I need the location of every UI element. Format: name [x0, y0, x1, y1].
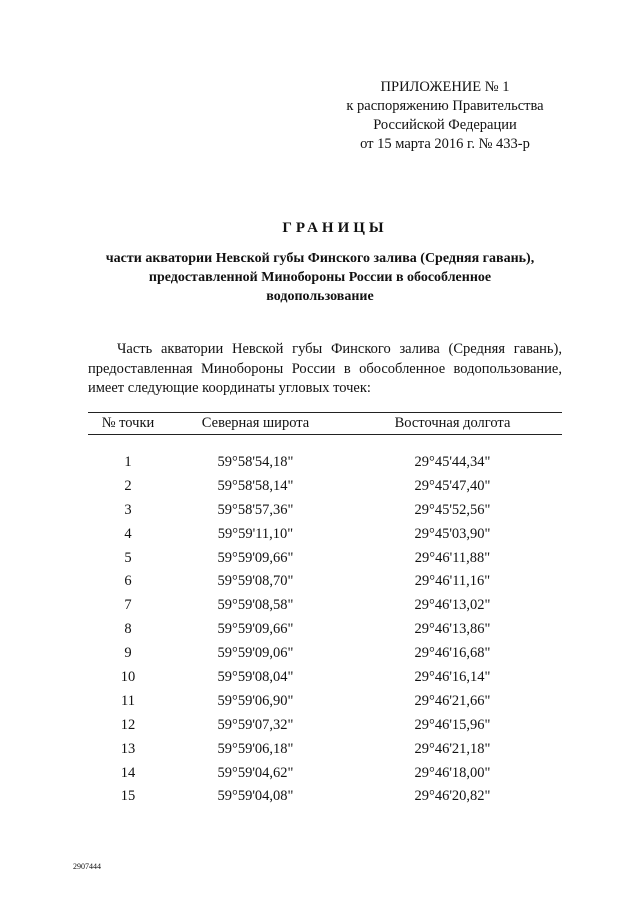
latitude: 59°59'09,06"	[217, 645, 294, 662]
intro-line-2: предоставленная Минобороны России в обособленное водопользование,	[88, 360, 562, 377]
latitude: 59°59'08,04"	[217, 669, 294, 686]
longitude: 29°46'13,02"	[414, 597, 491, 614]
latitude: 59°59'04,08"	[217, 788, 294, 805]
latitude: 59°59'11,10"	[217, 525, 294, 542]
table-row	[88, 666, 562, 690]
annex-authority: Российской Федерации	[373, 117, 517, 133]
header-point-number: № точки	[101, 415, 155, 431]
table-row	[88, 570, 562, 594]
table-body	[88, 451, 562, 809]
longitude: 29°45'03,90"	[414, 525, 491, 542]
longitude: 29°46'16,68"	[414, 645, 491, 662]
table-row	[88, 499, 562, 523]
intro-line-3: имеет следующие координаты угловых точек:	[88, 380, 371, 396]
latitude: 59°59'09,66"	[217, 549, 294, 566]
table-row	[88, 690, 562, 714]
intro-paragraph	[88, 340, 562, 399]
latitude: 59°58'54,18"	[217, 454, 294, 470]
longitude: 29°46'13,86"	[414, 621, 491, 638]
point-number: 11	[121, 692, 135, 709]
document-code: 2907444	[73, 862, 101, 871]
table-row	[88, 547, 562, 571]
subtitle-line-3: водопользование	[266, 289, 374, 304]
subtitle-line-1: части акватории Невской губы Финского залива (Средняя гавань),	[105, 251, 535, 266]
table-row	[88, 714, 562, 738]
point-number: 3	[124, 501, 132, 518]
table-row	[88, 642, 562, 666]
point-number: 13	[120, 740, 136, 757]
point-number: 1	[124, 454, 132, 470]
document-subtitle	[70, 249, 570, 306]
table-row	[88, 762, 562, 786]
point-number: 7	[124, 597, 132, 614]
point-number: 5	[124, 549, 132, 566]
point-number: 6	[124, 573, 132, 590]
table-row	[88, 523, 562, 547]
table-row	[88, 738, 562, 762]
coordinates-table	[88, 412, 562, 809]
table-row	[88, 618, 562, 642]
point-number: 8	[124, 621, 132, 638]
intro-line-1: Часть акватории Невской губы Финского залива (Средняя гавань),	[117, 341, 562, 357]
point-number: 9	[124, 645, 132, 662]
longitude: 29°46'16,14"	[414, 669, 491, 686]
latitude: 59°59'04,62"	[217, 764, 294, 781]
point-number: 4	[124, 525, 132, 542]
latitude: 59°59'07,32"	[217, 716, 294, 733]
document-title: ГРАНИЦЫ	[282, 220, 388, 236]
point-number: 12	[120, 716, 136, 733]
table-row	[88, 451, 562, 475]
latitude: 59°59'09,66"	[217, 621, 294, 638]
longitude: 29°46'11,88"	[414, 549, 491, 566]
point-number: 14	[120, 764, 136, 781]
latitude: 59°58'58,14"	[217, 477, 294, 494]
annex-block	[330, 78, 560, 154]
longitude: 29°46'15,96"	[414, 716, 491, 733]
longitude: 29°45'44,34"	[414, 454, 491, 470]
longitude: 29°46'21,66"	[414, 692, 491, 709]
annex-date: от 15 марта 2016 г. № 433-р	[360, 136, 530, 152]
table-row	[88, 594, 562, 618]
longitude: 29°46'11,16"	[414, 573, 491, 590]
latitude: 59°59'08,70"	[217, 573, 294, 590]
longitude: 29°46'21,18"	[414, 740, 491, 757]
latitude: 59°59'06,18"	[217, 740, 294, 757]
point-number: 10	[120, 669, 136, 686]
table-row	[88, 475, 562, 499]
point-number: 15	[120, 788, 136, 805]
table-row	[88, 785, 562, 809]
latitude: 59°58'57,36"	[217, 501, 294, 518]
longitude: 29°46'20,82"	[414, 788, 491, 805]
point-number: 2	[124, 477, 132, 494]
annex-number: ПРИЛОЖЕНИЕ № 1	[380, 79, 510, 95]
annex-ref: к распоряжению Правительства	[346, 98, 544, 114]
longitude: 29°46'18,00"	[414, 764, 491, 781]
latitude: 59°59'06,90"	[217, 692, 294, 709]
header-longitude: Восточная долгота	[394, 415, 511, 431]
longitude: 29°45'52,56"	[414, 501, 491, 518]
subtitle-line-2: предоставленной Минобороны России в обособленное	[148, 270, 492, 285]
longitude: 29°45'47,40"	[414, 477, 491, 494]
header-latitude: Северная широта	[201, 415, 310, 431]
latitude: 59°59'08,58"	[217, 597, 294, 614]
table-header	[88, 412, 562, 435]
